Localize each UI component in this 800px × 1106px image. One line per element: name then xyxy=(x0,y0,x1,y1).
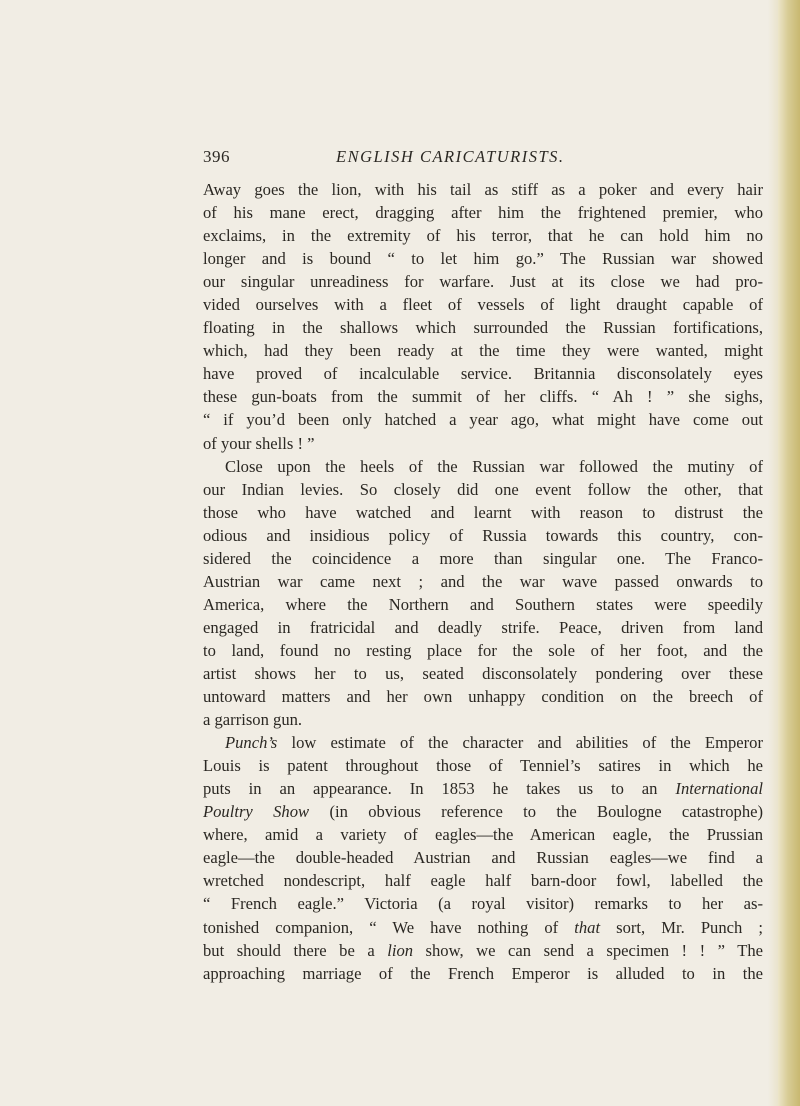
body-text xyxy=(203,178,763,985)
text-line: “ if you’d been only hatched a year ago, what might have come out xyxy=(203,410,763,430)
text-line: wretched nondescript, half eagle half barn-door fowl, labelled the xyxy=(203,871,763,891)
text-line: “ French eagle.” Victoria (a royal visitor) remarks to her as- xyxy=(203,894,763,914)
text-line: Austrian war came next ; and the war wave passed onwards to xyxy=(203,571,763,591)
text-line: these gun-boats from the summit of her cliffs. “ Ah ! ” she sighs, xyxy=(203,387,763,407)
text-line: have proved of incalculable service. Britannia disconsolately eyes xyxy=(203,364,763,384)
text-line: Punch’s low estimate of the character and abilities of the Emperor xyxy=(225,733,763,753)
page-edge xyxy=(778,0,800,1106)
text-line: odious and insidious policy of Russia towards this country, con- xyxy=(203,525,763,545)
text-line: our singular unreadiness for warfare. Just at its close we had pro- xyxy=(203,272,763,292)
text-line: approaching marriage of the French Emperor is alluded to in the xyxy=(203,963,763,983)
text-line: exclaims, in the extremity of his terror, that he can hold him no xyxy=(203,226,763,246)
text-line: eagle—the double-headed Austrian and Russian eagles—we find a xyxy=(203,848,763,868)
running-title: ENGLISH CARICATURISTS. xyxy=(336,147,565,166)
text-line: of his mane erect, dragging after him the frightened premier, who xyxy=(203,203,763,223)
text-line: longer and is bound “ to let him go.” The Russian war showed xyxy=(203,249,763,269)
text-line: Close upon the heels of the Russian war followed the mutiny of xyxy=(225,456,763,476)
paragraph-emperor xyxy=(203,731,763,985)
page-edge-shadow xyxy=(768,0,778,1106)
paragraph-mutiny xyxy=(203,455,763,732)
text-line: those who have watched and learnt with reason to distrust the xyxy=(203,502,763,522)
text-line: vided ourselves with a fleet of vessels of light draught capable of xyxy=(203,295,763,315)
text-line: America, where the Northern and Southern states were speedily xyxy=(203,594,763,614)
running-head xyxy=(203,145,763,169)
paragraph-lion xyxy=(203,178,763,455)
text-line: a garrison gun. xyxy=(203,710,303,730)
text-line: our Indian levies. So closely did one event follow the other, that xyxy=(203,479,763,499)
text-line: Poultry Show (in obvious reference to the Boulogne catastrophe) xyxy=(203,802,764,822)
text-line: Louis is patent throughout those of Tenniel’s satires in which he xyxy=(203,756,763,776)
text-line: of your shells ! ” xyxy=(203,433,315,453)
text-line: Away goes the lion, with his tail as stiff as a poker and every hair xyxy=(203,180,763,199)
text-line: engaged in fratricidal and deadly strife. Peace, driven from land xyxy=(203,617,763,637)
text-line: where, amid a variety of eagles—the American eagle, the Prussian xyxy=(203,825,763,845)
page-number: 396 xyxy=(203,147,230,166)
text-line: to land, found no resting place for the sole of her foot, and the xyxy=(203,640,763,660)
text-line: artist shows her to us, seated disconsolately pondering over these xyxy=(203,663,763,683)
text-line: which, had they been ready at the time they were wanted, might xyxy=(203,341,763,361)
text-line: untoward matters and her own unhappy condition on the breech of xyxy=(203,687,763,707)
text-line: sidered the coincidence a more than singular one. The Franco- xyxy=(203,548,763,568)
text-line: but should there be a lion show, we can send a specimen ! ! ” The xyxy=(203,940,763,960)
text-line: floating in the shallows which surrounded the Russian fortifications, xyxy=(203,318,763,338)
text-line: puts in an appearance. In 1853 he takes us to an International xyxy=(203,779,763,799)
text-line: tonished companion, “ We have nothing of that sort, Mr. Punch ; xyxy=(203,917,763,937)
